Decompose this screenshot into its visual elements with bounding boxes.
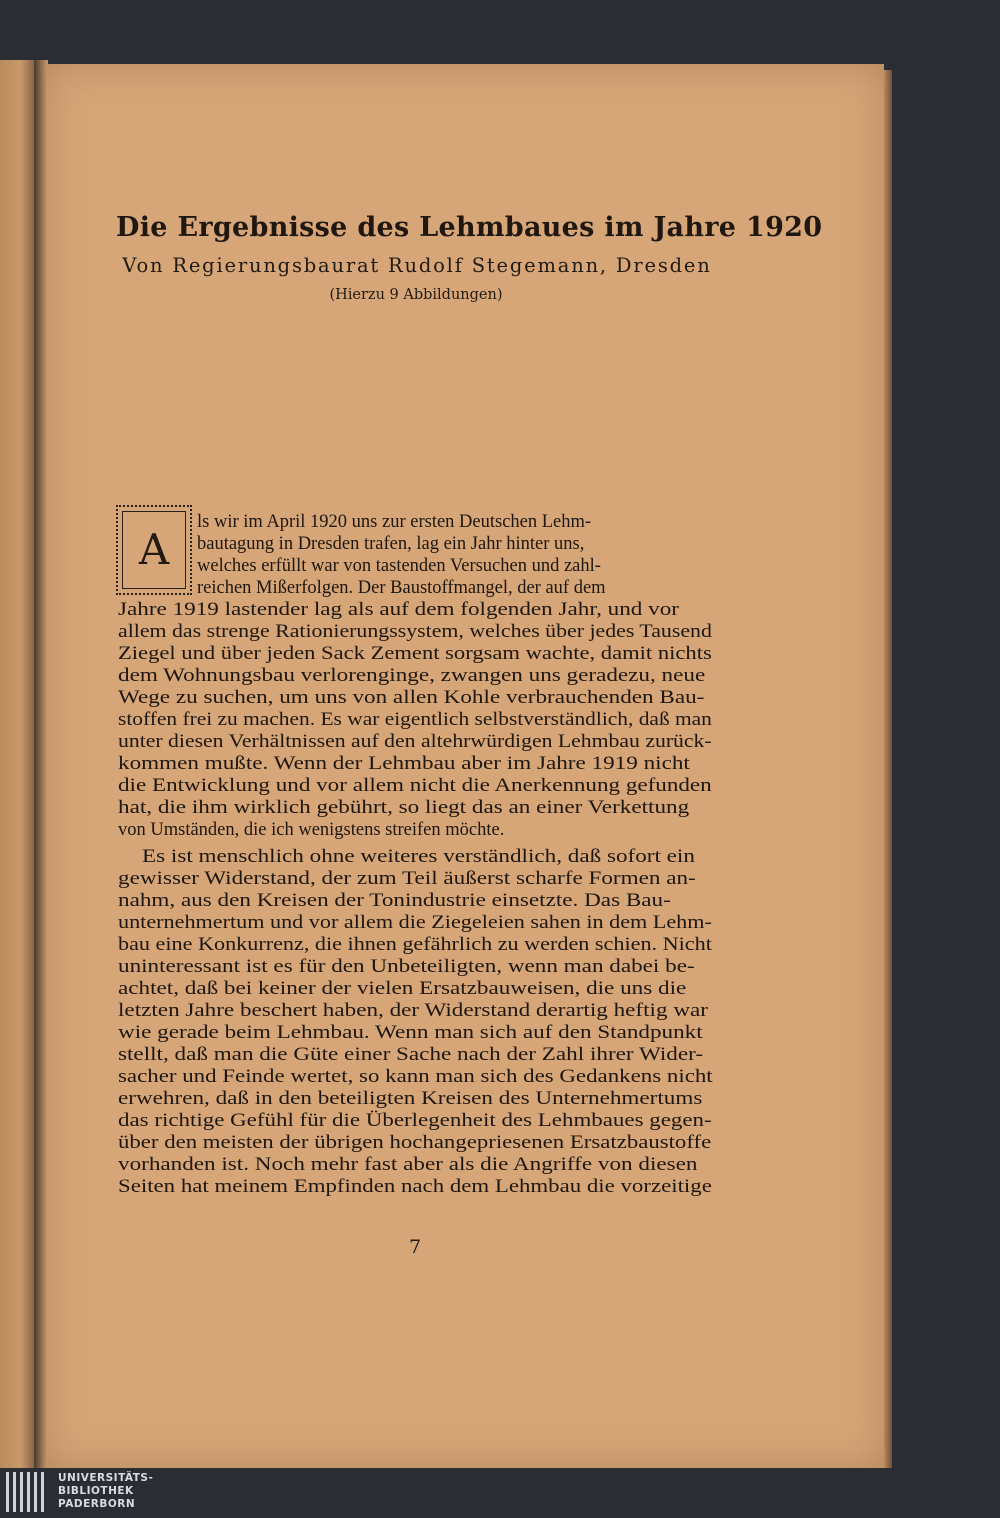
facing-page-edge [0,60,34,1468]
library-logo-text: UNIVERSITÄTS- [58,1472,154,1484]
text-line: Wege zu suchen, um uns von allen Kohle verbrauchenden Bau- [118,688,705,708]
text-line: reichen Mißerfolgen. Der Baustoffmangel, der auf dem [197,578,606,598]
page-number: 7 [408,1236,422,1258]
page-fore-edge [884,70,892,1468]
text-line: das richtige Gefühl für die Überlegenheit des Lehmbaues gegen- [118,1111,712,1131]
text-line: dem Wohnungsbau verlorenginge, zwangen uns geradezu, neue [118,666,706,686]
library-logo-text: BIBLIOTHEK [58,1485,134,1497]
text-line: hat, die ihm wirklich gebührt, so liegt das an einer Verkettung [118,798,690,818]
library-logo-text: PADERBORN [58,1498,136,1510]
text-line: achtet, daß bei keiner der vielen Ersatzbauweisen, die uns die [118,979,687,999]
text-line: die Entwicklung und vor allem nicht die Anerkennung gefunden [118,776,712,796]
text-line: sacher und Feinde wertet, so kann man sich des Gedankens nicht [118,1067,713,1087]
text-line: Ziegel und über jeden Sack Zement sorgsam wachte, damit nichts [118,644,712,664]
text-line: wie gerade beim Lehmbau. Wenn man sich auf den Standpunkt [118,1023,703,1043]
figures-note: (Hierzu 9 Abbildungen) [329,287,503,303]
text-line: erwehren, daß in den beteiligten Kreisen des Unternehmertums [118,1089,703,1109]
library-logo-icon [6,1472,48,1512]
text-line: unter diesen Verhältnissen auf den altehrwürdigen Lehmbau zurück- [118,732,712,752]
text-line: bautagung in Dresden trafen, lag ein Jahr hinter uns, [197,534,585,554]
text-line: ls wir im April 1920 uns zur ersten Deutschen Lehm- [197,512,592,532]
text-line: von Umständen, die ich wenigstens streifen möchte. [118,820,505,840]
text-line: bau eine Konkurrenz, die ihnen gefährlich zu werden schien. Nicht [118,935,712,955]
library-footer [0,1468,1000,1518]
text-line: Seiten hat meinem Empfinden nach dem Lehmbau die vorzeitige [118,1177,712,1197]
text-line: letzten Jahre beschert haben, der Widerstand derartig heftig war [118,1001,708,1021]
text-line: uninteressant ist es für den Unbeteiligten, wenn man dabei be- [118,957,695,977]
text-line: Es ist menschlich ohne weiteres verständlich, daß sofort ein [142,847,695,867]
text-line: nahm, aus den Kreisen der Tonindustrie einsetzte. Das Bau- [118,891,671,911]
text-line: welches erfüllt war von tastenden Versuchen und zahl- [197,556,601,576]
text-line: kommen mußte. Wenn der Lehmbau aber im Jahre 1919 nicht [118,754,690,774]
text-line: stoffen frei zu machen. Es war eigentlich selbstverständlich, daß man [118,710,712,730]
text-line: vorhanden ist. Noch mehr fast aber als die Angriffe von diesen [118,1155,698,1175]
text-line: unternehmertum und vor allem die Ziegeleien sahen in dem Lehm- [118,913,712,933]
text-line: gewisser Widerstand, der zum Teil äußerst scharfe Formen an- [118,869,696,889]
initial-letter: A [138,525,170,574]
text-line: stellt, daß man die Güte einer Sache nach der Zahl ihrer Wider- [118,1045,704,1065]
text-line: allem das strenge Rationierungssystem, welches über jedes Tausend [118,622,712,642]
text-line: Jahre 1919 lastender lag als auf dem folgenden Jahr, und vor [118,600,679,620]
article-byline: Von Regierungsbaurat Rudolf Stegemann, Dresden [122,254,712,277]
article-title: Die Ergebnisse des Lehmbaues im Jahre 1920 [116,212,823,243]
text-line: über den meisten der übrigen hochangepriesenen Ersatzbaustoffe [118,1133,712,1153]
decorative-initial [116,505,192,595]
